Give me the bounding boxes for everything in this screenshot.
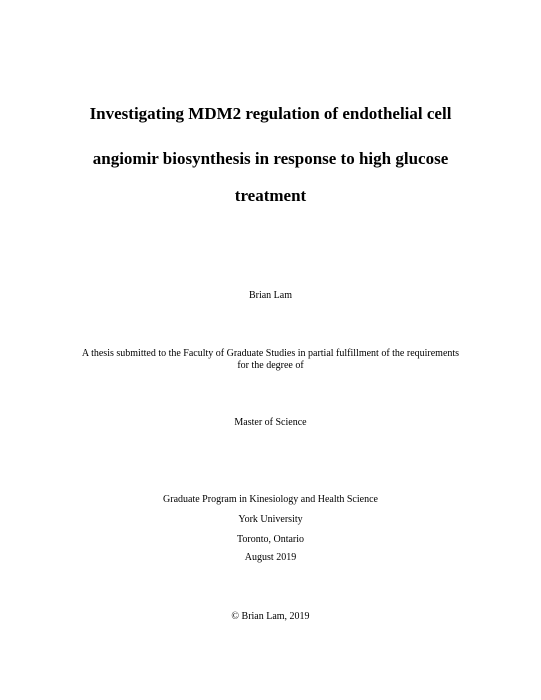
submission-date: August 2019 — [244, 552, 297, 563]
copyright-notice: © Brian Lam, 2019 — [231, 611, 310, 622]
thesis-statement-line-2: for the degree of — [237, 360, 304, 371]
location: Toronto, Ontario — [236, 534, 305, 545]
university-name: York University — [238, 514, 303, 525]
title-line-1: Investigating MDM2 regulation of endothelial cell — [89, 104, 452, 123]
degree-name: Master of Science — [234, 417, 307, 428]
thesis-statement-line-1: A thesis submitted to the Faculty of Graduate Studies in partial fulfillment of the requirements — [81, 348, 460, 359]
title-line-3: treatment — [234, 186, 307, 205]
title-line-2: angiomir biosynthesis in response to high glucose — [92, 149, 449, 168]
graduate-program: Graduate Program in Kinesiology and Health Science — [163, 494, 378, 505]
author-name: Brian Lam — [248, 290, 293, 301]
